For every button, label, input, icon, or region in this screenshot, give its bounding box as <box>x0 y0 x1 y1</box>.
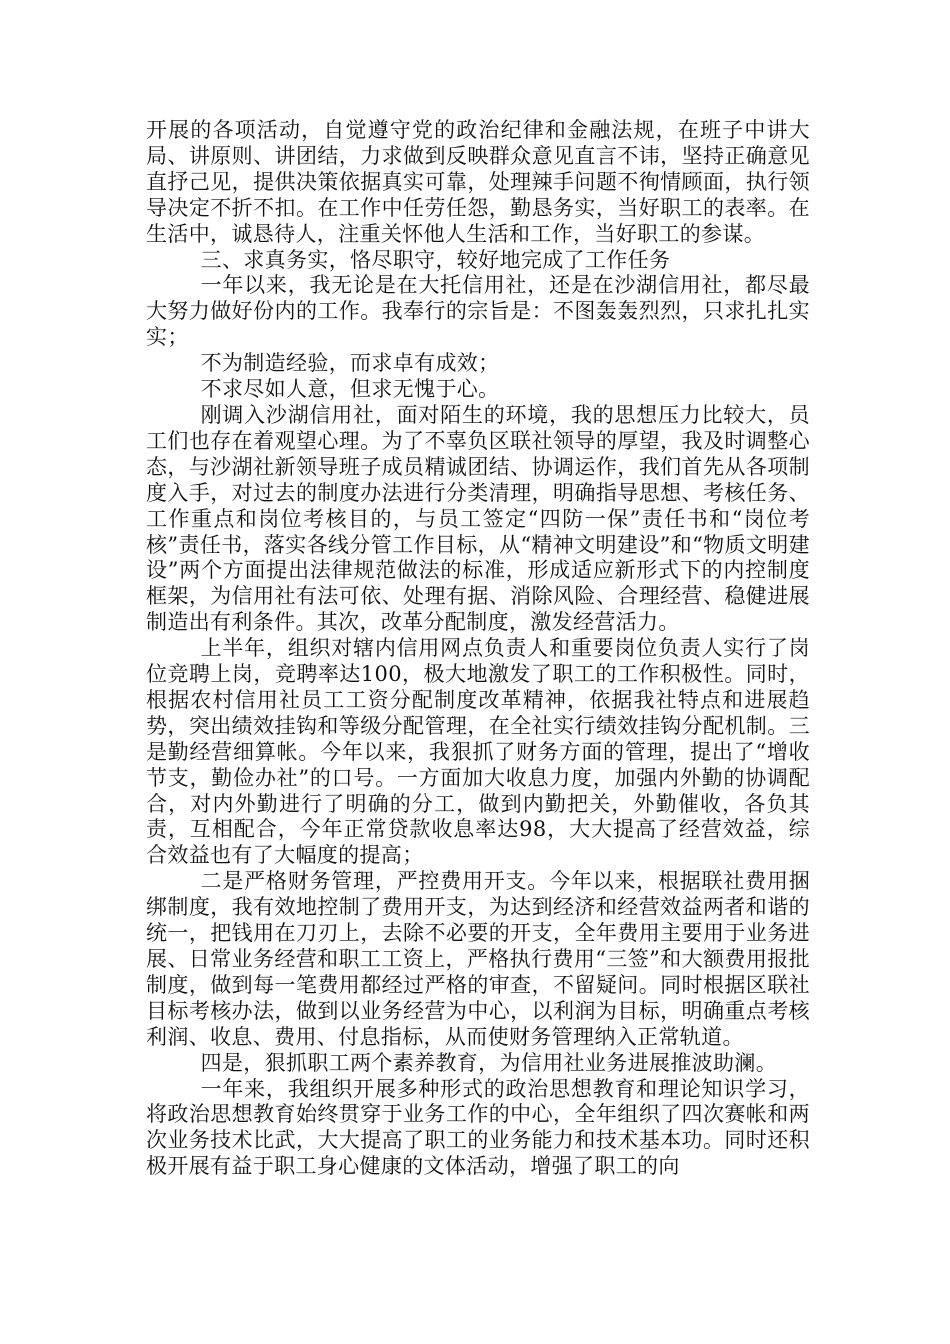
paragraph: 二是严格财务管理，严控费用开支。今年以来，根据联社费用捆绑制度，我有效地控制了费用开支，为达到经济和经营效益两者和谐的统一，把钱用在刀刃上，去除不必要的开支，全年费用主要用于业务进展、日常业务经营和职工工资上，严格执行费用“三签”和大额费用报批制度，做到每一笔费用都经过严格的审查，不留疑问。同时根据区联社目标考核办法，做到以业务经营为中心，以利润为目标，明确重点考核利润、收息、费用、付息指标，从而使财务管理纳入正常轨道。 <box>146 869 810 1049</box>
paragraph: 不求尽如人意，但求无愧于心。 <box>200 377 500 402</box>
paragraph: 上半年，组织对辖内信用网点负责人和重要岗位负责人实行了岗位竞聘上岗，竞聘率达100，极大地激发了职工的工作积极性。同时，根据农村信用社员工工资分配制度改革精神，依据我社特点和进展趋势，突出绩效挂钩和等级分配管理，在全社实行绩效挂钩分配机制。三是勤经营细算帐。今年以来，我狠抓了财务方面的管理，提出了“增收节支，勤俭办社”的口号。一方面加大收息力度，加强内外勤的协调配合，对内外勤进行了明确的分工，做到内勤把关，外勤催收，各负其责，互相配合，今年正常贷款收息率达98，大大提高了经营效益，综合效益也有了大幅度的提高； <box>146 636 810 868</box>
paragraph: 一年来，我组织开展多种形式的政治思想教育和理论知识学习，将政治思想教育始终贯穿于业务工作的中心，全年组织了四次赛帐和两次业务技术比武，大大提高了职工的业务能力和技术基本功。同时还积极开展有益于职工身心健康的文体活动，增强了职工的向 <box>146 1076 810 1179</box>
document-body <box>146 118 810 1180</box>
paragraph: 刚调入沙湖信用社，面对陌生的环境，我的思想压力比较大，员工们也存在着观望心理。为了不辜负区联社领导的厚望，我及时调整心态，与沙湖社新领导班子成员精诚团结、协调运作，我们首先从各项制度入手，对过去的制度办法进行分类清理，明确指导思想、考核任务、工作重点和岗位考核目的，与员工签定“四防一保”责任书和“岗位考核”责任书，落实各线分管工作目标，从“精神文明建设”和“物质文明建设”两个方面提出法律规范做法的标准，形成适应新形式下的内控制度框架，为信用社有法可依、处理有据、消除风险、合理经营、稳健进展制造出有利条件。其次，改革分配制度，激发经营活力。 <box>146 402 810 635</box>
paragraph: 四是，狠抓职工两个素养教育，为信用社业务进展推波助澜。 <box>200 1050 778 1075</box>
paragraph: 开展的各项活动，自觉遵守党的政治纪律和金融法规，在班子中讲大局、讲原则、讲团结，力求做到反映群众意见直言不讳，坚持正确意见直抒己见，提供决策依据真实可靠，处理辣手问题不徇情顾面，执行领导决定不折不扣。在工作中任劳任怨，勤恳务实，当好职工的表率。在生活中，诚恳待人，注重关怀他人生活和工作，当好职工的参谋。 <box>146 118 810 246</box>
paragraph: 不为制造经验，而求卓有成效； <box>200 351 500 376</box>
section-heading: 三、求真务实，恪尽职守，较好地完成了工作任务 <box>200 247 671 272</box>
paragraph: 一年以来，我无论是在大托信用社，还是在沙湖信用社，都尽最大努力做好份内的工作。我奉行的宗旨是：不图轰轰烈烈，只求扎扎实实； <box>146 273 810 350</box>
